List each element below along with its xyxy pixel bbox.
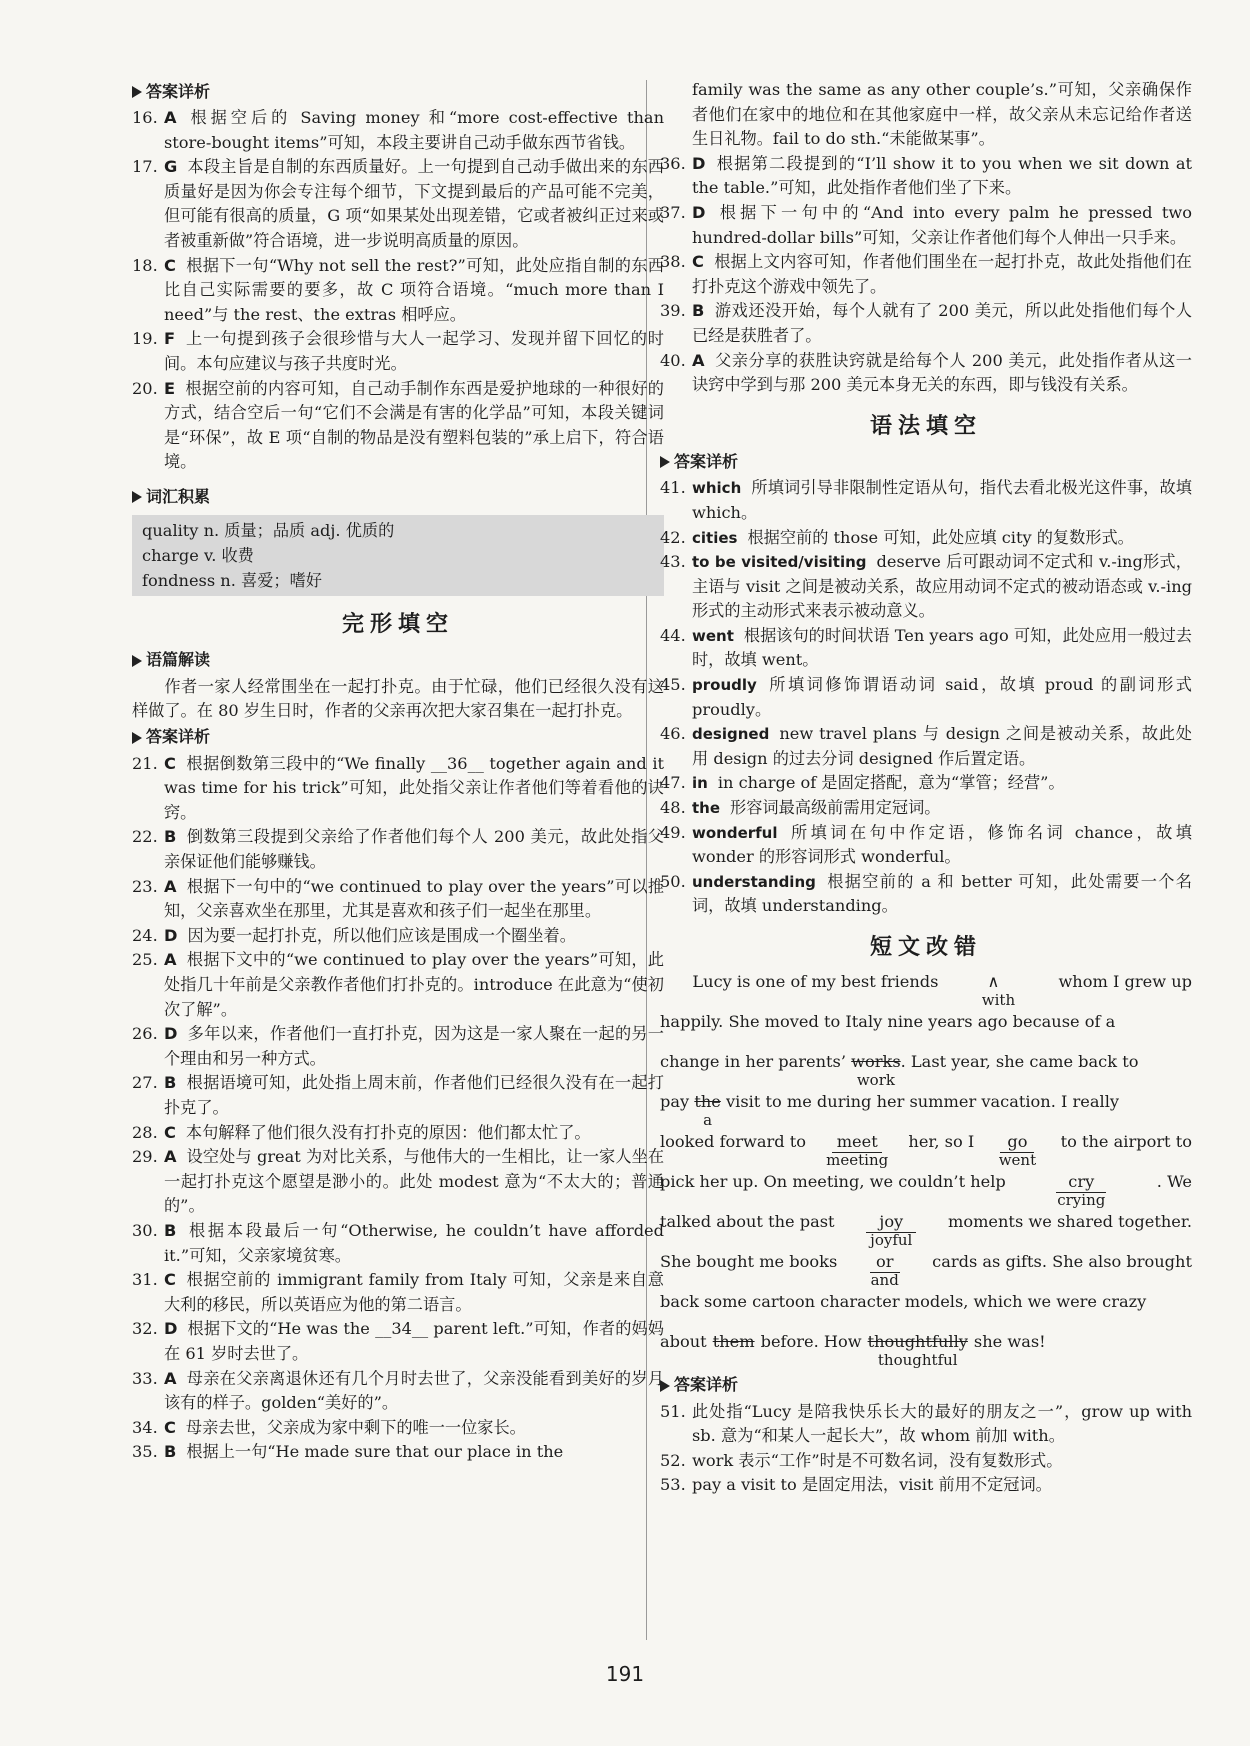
answer-item [660,550,1192,624]
item-text: 父亲分享的获胜诀窍就是给每个人 200 美元，此处指作者从这一诀窍中学到与那 200 美元本身无关的东西，即与钱没有关系。 [692,350,1192,395]
answer-item [660,722,1192,771]
item-number: 46. [660,724,686,744]
vocab-line: charge v. 收费 [142,545,254,565]
answer-item [660,1400,1192,1449]
item-number: 25. [132,950,158,970]
item-text: 设空处与 great 为对比关系，与他伟大的一生相比，让一家人坐在一起打扑克这个愿望是渺小的。此处 modest 意为“不太大的；普通的”。 [164,1147,664,1216]
item-number: 31. [132,1270,158,1290]
item-text-wrap [164,155,664,253]
item-text-wrap [692,1449,1192,1474]
item-number: 51. [660,1401,686,1421]
item-answer: D [692,202,706,222]
item-text: 倒数第三段提到父亲给了作者他们每个人 200 美元，故此处指父亲保证他们能够赚钱。 [164,827,664,872]
item-text-wrap [164,254,664,328]
item-text: in charge of 是固定搭配，意为“掌管；经营”。 [717,773,1065,793]
answer-item [660,526,1192,551]
item-answer: B [164,1073,177,1093]
answer-item [132,752,664,826]
answer-item [132,948,664,1022]
item-text: 因为要一起打扑克，所以他们应该是围成一个圈坐着。 [187,925,576,945]
item-answer: C [164,255,176,275]
item-number: 40. [660,350,686,370]
answer-item [132,1145,664,1219]
correction-line: talked about the past joy joyful moments we shared together. [660,1211,1192,1249]
answer-item [132,924,664,949]
grammar-title: 语法填空 [869,412,982,439]
item-answer: A [164,876,177,896]
item-text-wrap [164,1219,664,1268]
item-number: 33. [132,1368,158,1388]
item-answer: went [692,626,734,645]
answer-item [132,106,664,155]
item-number: 26. [132,1024,158,1044]
item-text-wrap [692,722,1192,771]
item-text-wrap [692,299,1192,348]
answer-item [660,250,1192,299]
item-text-wrap [692,771,1192,796]
item-answer: understanding [692,872,816,891]
item-text-wrap [164,752,664,826]
item-text: 根据上文内容可知，作者他们围坐在一起打扑克，故此处指他们在打扑克这个游戏中领先了。 [692,252,1192,296]
item-answer: F [164,329,176,349]
item-text: 根据下文的“He was the __34__ parent left.”可知，作者的妈妈在 61 岁时去世了。 [164,1319,664,1363]
item-text: 所填词在句中作定语，修饰名词 chance，故填 wonder 的形容词形式 wonderful。 [692,822,1192,867]
item-text: 本句解释了他们很久没有打扑克的原因：他们都太忙了。 [185,1122,591,1142]
item-text: 根据该句的时间状语 Ten years ago 可知，此处应用一般过去时，故填 went。 [692,625,1192,670]
vocab-line: quality n. 质量；品质 adj. 优质的 [142,520,395,540]
item-text-wrap [692,526,1192,551]
correction-line: Lucy is one of my best friends ∧ with whom I grew up [692,971,1192,1009]
answer-item [132,327,664,376]
item-answer: C [164,1122,176,1142]
item-answer: D [164,1319,178,1339]
answer-item [132,1268,664,1317]
answer-item [132,377,664,475]
answer-analysis-label: 答案详析 [132,80,664,104]
answer-item [660,299,1192,348]
item-text: 根据倒数第三段中的“We finally __36__ together again and it was time for his trick”可知，此处指父亲让作者他们等着看他的诀窍。 [164,753,664,822]
item-text-wrap [164,875,664,924]
left-column [132,78,664,1465]
item-number: 44. [660,625,686,645]
item-text: 根据空后的 Saving money 和“more cost-effective than store-bought items”可知，本段主要讲自己动手做东西节省钱。 [164,108,664,152]
item-text: 根据空前的 those 可知，此处应填 city 的复数形式。 [747,527,1134,547]
item-answer: E [164,378,176,398]
item-answer: C [164,753,176,773]
item-text: 本段主旨是自制的东西质量好。上一句提到自己动手做出来的东西质量好是因为你会专注每个细节，下文提到最后的产品可能不完美，但可能有很高的质量，G 项“如果某处出现差错，它或者被纠正过来或者被重新做”符合语境，进一步说明高质量的原因。 [164,157,664,250]
answer-item [132,875,664,924]
item-text: 根据空前的内容可知，自己动手制作东西是爱护地球的一种很好的方式，结合空后一句“它们不会满是有害的化学品”可知，本段关键词是“环保”，故 E 项“自制的物品是没有塑料包装的”承上启下，符合语境。 [164,378,664,472]
item-number: 42. [660,527,686,547]
item-text: 根据下一句“Why not sell the rest?”可知，此处应指自制的东西比自己实际需要的要多，故 C 项符合语境。“much more than I need”与 the rest、the extras 相呼应。 [164,255,664,324]
answer-item [132,1317,664,1366]
item-text: 根据空前的 a 和 better 可知，此处需要一个名词，故填 understanding。 [692,871,1192,916]
answer-item [660,476,1192,525]
item-answer: which [692,479,742,498]
item-text: 根据第二段提到的“I’ll show it to you when we sit down at the table.”可知，此处指作者他们坐了下来。 [692,153,1192,198]
answer-analysis-label: 答案详析 [132,726,664,750]
vocab-label: 词汇积累 [132,485,664,509]
item-answer: to be visited/visiting [692,553,867,572]
item-text-wrap [164,1317,664,1366]
item-text-wrap [692,624,1192,673]
item-number: 52. [660,1450,686,1470]
item-answer: G [164,157,178,177]
item-answer: A [164,1147,177,1167]
item-text-wrap [164,1145,664,1219]
answer-item [660,1473,1192,1498]
answer-item [660,349,1192,398]
cloze-title: 完形填空 [341,610,454,637]
item-text: 根据上一句“He made sure that our place in the [186,1442,564,1462]
item-text-wrap [164,825,664,874]
answer-item [132,1022,664,1071]
arrow-icon [132,491,142,503]
arrow-icon [132,655,142,667]
answer-item [660,771,1192,796]
answer-item [132,825,664,874]
item-text: 根据下文中的“we continued to play over the years”可知，此处指几十年前是父亲教作者他们打扑克的。introduce 在此意为“使初次了解”。 [164,950,664,1019]
item-answer: A [164,950,177,970]
answer-item [132,1416,664,1441]
grammar-answer-label: 答案详析 [660,450,1192,474]
reading-label: 语篇解读 [132,649,664,673]
continued-text: family was the same as any other couple’s.”可知，父亲确保作者他们在家中的地位和在其他家庭中一样，故父亲从未忘记给作者送生日礼物。fail to do sth.“未能做某事”。 [692,80,1192,149]
item-number: 17. [132,157,158,177]
item-text: 形容词最高级前需用定冠词。 [730,798,941,818]
item-answer: proudly [692,676,757,695]
answer-item [660,796,1192,821]
item-text: 此处指“Lucy 是陪我快乐长大的最好的朋友之一”，grow up with sb. 意为“和某人一起长大”，故 whom 前加 with。 [692,1401,1192,1446]
item-text-wrap [692,1473,1192,1498]
item-text: 根据本段最后一句“Otherwise, he couldn’t have afforded it.”可知，父亲家境贫寒。 [164,1220,664,1265]
correction-line: happily. She moved to Italy nine years ago because of a [660,1011,1116,1031]
item-number: 39. [660,301,686,321]
arrow-icon [132,86,142,98]
item-text: 根据下一句中的“And into every palm he pressed two hundred-dollar bills”可知，父亲让作者他们每个人伸出一只手来。 [692,202,1192,247]
item-text-wrap [692,821,1192,870]
item-answer: A [164,108,177,127]
answer-item [660,201,1192,250]
correction-line: about them before. How thoughtfully thoughtful she was! [660,1331,1046,1369]
item-text: 母亲去世，父亲成为家中剩下的唯一一位家长。 [185,1417,526,1437]
item-number: 28. [132,1122,158,1142]
correction-line: looked forward to meet meeting her, so I go went to the airport to [660,1131,1192,1169]
answer-item [132,254,664,328]
answer-item [660,821,1192,870]
item-text: 母亲在父亲离退休还有几个月时去世了，父亲没能看到美好的岁月该有的样子。golden“美好的”。 [164,1368,664,1413]
item-text-wrap [164,1416,664,1441]
item-number: 35. [132,1442,158,1462]
item-text-wrap [164,1268,664,1317]
answer-item [132,1121,664,1146]
item-number: 41. [660,478,686,498]
item-number: 18. [132,255,158,275]
item-answer: C [164,1417,176,1437]
item-text-wrap [164,924,664,949]
item-text: new travel plans 与 design 之间是被动关系，故此处用 design 的过去分词 designed 作后置定语。 [692,724,1192,768]
item-text: 所填词引导非限制性定语从句，指代去看北极光这件事，故填 which。 [692,478,1192,522]
item-text-wrap [164,1367,664,1416]
item-text: pay a visit to 是固定用法，visit 前用不定冠词。 [692,1475,1052,1495]
item-answer: C [692,252,704,272]
item-text: 所填词修饰谓语动词 said，故填 proud 的副词形式 proudly。 [692,675,1192,719]
answer-item [132,1071,664,1120]
item-answer: designed [692,725,770,744]
reading-summary: 作者一家人经常围坐在一起打扑克。由于忙碌，他们已经很久没有这样做了。在 80 岁生日时，作者的父亲再次把大家召集在一起打扑克。 [132,676,664,721]
vocab-line: fondness n. 喜爱；嗜好 [142,570,322,590]
correction-line: pick her up. On meeting, we couldn’t help cry crying . We [660,1171,1192,1209]
item-text: work 表示“工作”时是不可数名词，没有复数形式。 [692,1450,1063,1470]
answer-item [132,155,664,253]
item-answer: in [692,774,708,793]
arrow-icon [132,732,142,744]
item-number: 23. [132,876,158,896]
item-answer: D [164,925,178,945]
answer-item [660,673,1192,722]
item-number: 36. [660,153,686,173]
item-number: 20. [132,378,158,398]
item-number: 38. [660,252,686,272]
item-number: 21. [132,753,158,773]
item-text-wrap [692,250,1192,299]
vocab-box [132,515,664,596]
item-answer: A [692,350,705,370]
correction-title: 短文改错 [869,934,982,960]
item-number: 19. [132,329,158,349]
item-number: 49. [660,822,686,842]
answer-item [132,1219,664,1268]
item-text-wrap [692,152,1192,201]
item-number: 48. [660,798,686,818]
item-number: 45. [660,675,686,695]
answer-item [132,1440,664,1465]
right-column [660,78,1192,1498]
item-answer: D [692,153,706,173]
item-text: 多年以来，作者他们一直打扑克，因为这是一家人聚在一起的另一个理由和另一种方式。 [164,1024,664,1068]
correction-line: change in her parents’ works work . Last year, she came back to [660,1051,1139,1089]
item-number: 24. [132,925,158,945]
page-number: 191 [605,1662,645,1686]
item-answer: C [164,1270,176,1290]
item-text-wrap [164,377,664,475]
item-answer: wonderful [692,823,778,842]
item-text-wrap [164,106,664,155]
item-text: 根据语境可知，此处指上周末前，作者他们已经很久没有在一起打扑克了。 [164,1073,664,1117]
item-text: 根据空前的 immigrant family from Italy 可知，父亲是来自意大利的移民，所以英语应为他的第二语言。 [164,1270,664,1314]
arrow-icon [660,456,670,468]
answer-item [660,152,1192,201]
item-number: 16. [132,108,158,127]
correction-line: She bought me books or and cards as gifts. She also brought [660,1251,1192,1289]
item-answer: cities [692,528,738,547]
item-text-wrap [692,673,1192,722]
arrow-icon [660,1380,670,1392]
item-number: 37. [660,202,686,222]
item-text-wrap [164,1121,664,1146]
item-number: 29. [132,1147,158,1167]
item-text-wrap [692,870,1192,919]
item-answer: B [164,1220,177,1240]
item-number: 34. [132,1417,158,1437]
item-answer: A [164,1368,177,1388]
item-number: 47. [660,773,686,793]
item-number: 27. [132,1073,158,1093]
answer-item [660,870,1192,919]
item-answer: the [692,799,721,818]
item-number: 22. [132,827,158,847]
item-text-wrap [164,1071,664,1120]
item-text: 游戏还没开始，每个人就有了 200 美元，所以此处指他们每个人已经是获胜者了。 [692,301,1192,345]
item-answer: D [164,1024,178,1044]
item-text-wrap [692,796,1192,821]
answer-item [660,624,1192,673]
answer-item [660,1449,1192,1474]
item-text: 上一句提到孩子会很珍惜与大人一起学习、发现并留下回忆的时间。本句应建议与孩子共度时光。 [164,329,664,373]
item-number: 32. [132,1319,158,1339]
correction-passage [660,972,1192,1372]
item-text-wrap [692,476,1192,525]
item-answer: B [692,301,705,321]
item-text: deserve 后可跟动词不定式和 v.-ing形式，主语与 visit 之间是被动关系，故应用动词不定式的被动语态或 v.-ing 形式的主动形式来表示被动意义。 [692,552,1192,621]
item-text-wrap [692,349,1192,398]
item-text-wrap [164,1440,664,1465]
item-number: 50. [660,871,686,891]
item-text-wrap [164,1022,664,1071]
correction-answer-label: 答案详析 [660,1374,1192,1398]
correction-line: back some cartoon character models, which we were crazy [660,1291,1147,1311]
item-text-wrap [164,327,664,376]
item-text: 根据下一句中的“we continued to play over the years”可以推知，父亲喜欢坐在那里，尤其是喜欢和孩子们一起坐在那里。 [164,876,664,921]
item-answer: B [164,827,177,847]
item-number: 30. [132,1220,158,1240]
item-text-wrap [692,201,1192,250]
answer-item [132,1367,664,1416]
item-text-wrap [692,550,1192,624]
item-text-wrap [692,1400,1192,1449]
item-number: 53. [660,1475,686,1495]
item-number: 43. [660,552,686,572]
item-answer: B [164,1442,177,1462]
correction-line: pay the a visit to me during her summer vacation. I really [660,1091,1120,1129]
item-text-wrap [164,948,664,1022]
